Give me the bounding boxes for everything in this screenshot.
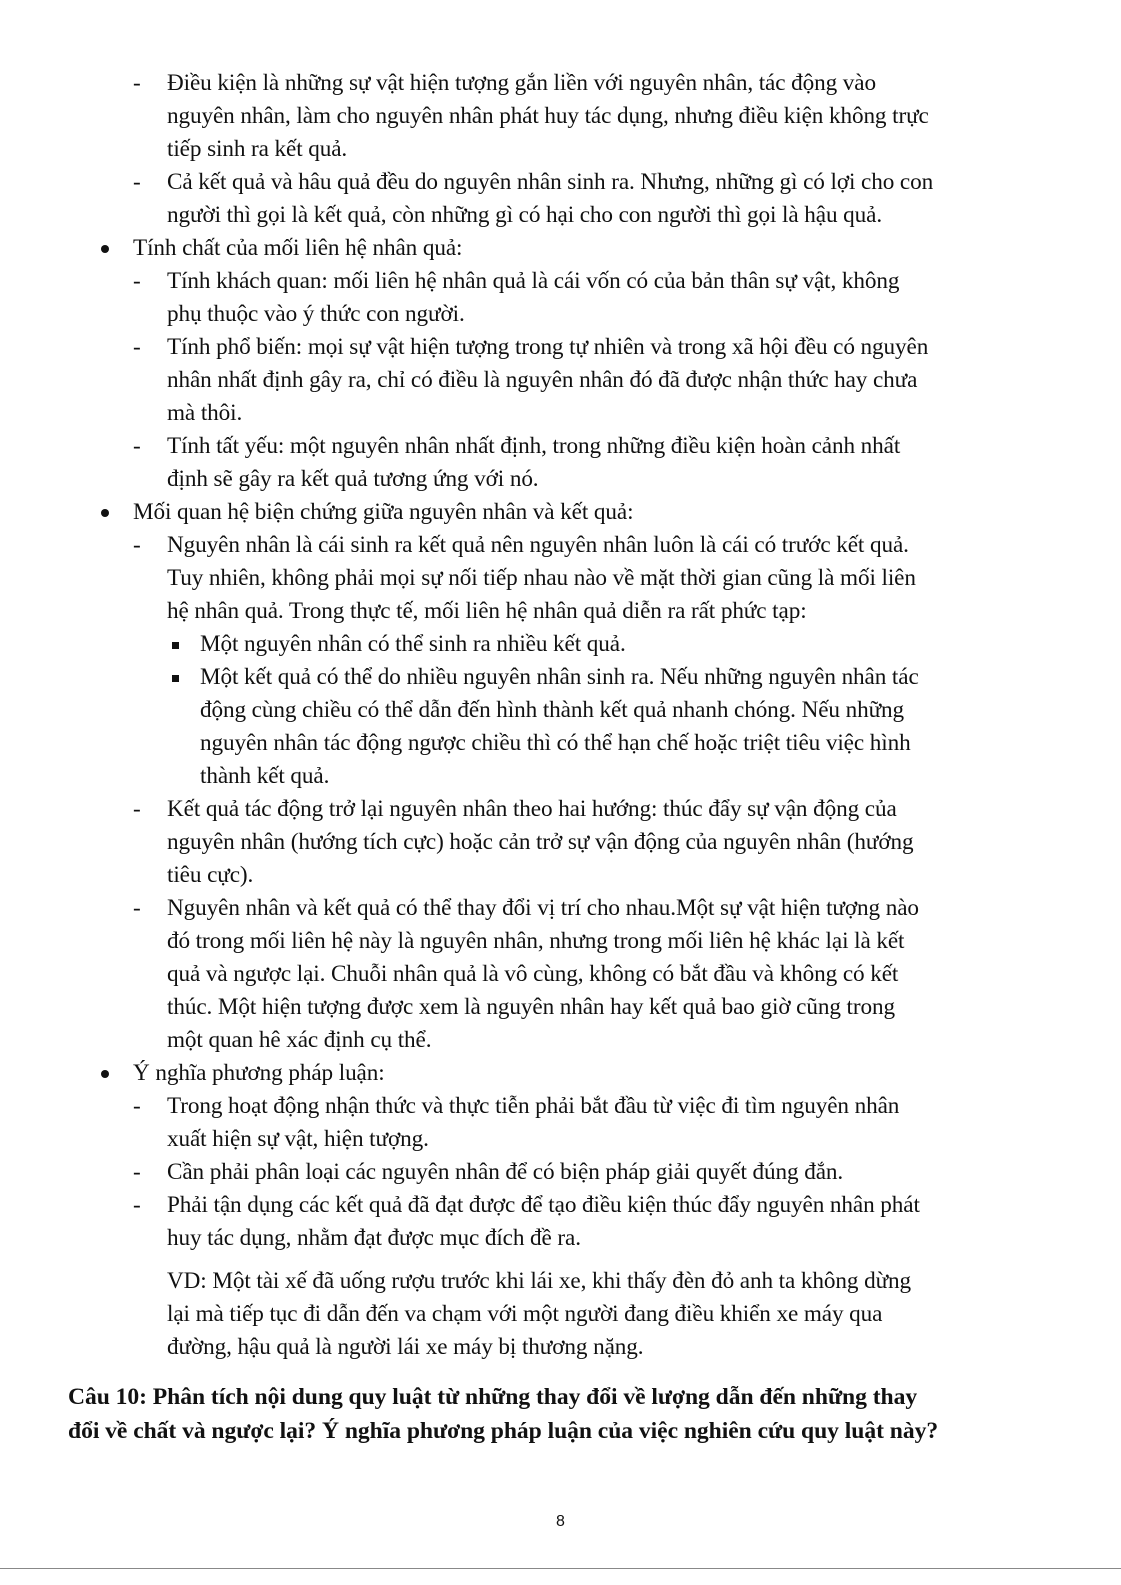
square-bullet-icon [172, 675, 179, 682]
text-line: Nguyên nhân và kết quả có thể thay đổi vị trí cho nhau.Một sự vật hiện tượng nào [167, 895, 919, 921]
text-line: hệ nhân quả. Trong thực tế, mối liên hệ nhân quả diễn ra rất phức tạp: [167, 598, 807, 624]
dash-marker: - [133, 1192, 141, 1218]
text-line: Tính khách quan: mối liên hệ nhân quả là cái vốn có của bản thân sự vật, không [167, 268, 900, 294]
text-line: Tính phổ biến: mọi sự vật hiện tượng trong tự nhiên và trong xã hội đều có nguyên [167, 334, 929, 360]
bullet-icon [101, 245, 109, 253]
dash-marker: - [133, 70, 141, 96]
text-line: Tính tất yếu: một nguyên nhân nhất định, trong những điều kiện hoàn cảnh nhất [167, 433, 901, 459]
square-bullet-icon [172, 642, 179, 649]
text-line: người thì gọi là kết quả, còn những gì có hại cho con người thì gọi là hậu quả. [167, 202, 883, 228]
dash-marker: - [133, 268, 141, 294]
text-line: định sẽ gây ra kết quả tương ứng với nó. [167, 466, 539, 492]
bullet-icon [101, 509, 109, 517]
dash-marker: - [133, 433, 141, 459]
text-line: nguyên nhân (hướng tích cực) hoặc cản trở sự vận động của nguyên nhân (hướng [167, 829, 914, 855]
text-line: xuất hiện sự vật, hiện tượng. [167, 1126, 429, 1152]
section-title-properties: Tính chất của mối liên hệ nhân quả: [133, 235, 463, 261]
text-line: Trong hoạt động nhận thức và thực tiễn phải bắt đầu từ việc đi tìm nguyên nhân [167, 1093, 900, 1119]
text-line: Tuy nhiên, không phải mọi sự nối tiếp nhau nào về mặt thời gian cũng là mối liên [167, 565, 916, 591]
text-line: Điều kiện là những sự vật hiện tượng gắn liền với nguyên nhân, tác động vào [167, 70, 876, 96]
text-line: một quan hê xác định cụ thể. [167, 1027, 432, 1053]
section-title-method: Ý nghĩa phương pháp luận: [133, 1060, 385, 1086]
text-line: Cả kết quả và hâu quả đều do nguyên nhân sinh ra. Nhưng, những gì có lợi cho con [167, 169, 934, 195]
text-line: nguyên nhân tác động ngược chiều thì có thể hạn chế hoặc triệt tiêu việc hình [200, 730, 911, 756]
bullet-icon [101, 1070, 109, 1078]
question-heading: Câu 10: Phân tích nội dung quy luật từ những thay đổi về lượng dẫn đến những thay [68, 1384, 918, 1410]
dash-marker: - [133, 1159, 141, 1185]
text-line: Cần phải phân loại các nguyên nhân để có biện pháp giải quyết đúng đắn. [167, 1159, 844, 1185]
text-line: Phải tận dụng các kết quả đã đạt được để tạo điều kiện thúc đẩy nguyên nhân phát [167, 1192, 920, 1218]
text-line: nhân nhất định gây ra, chỉ có điều là nguyên nhân đó đã được nhận thức hay chưa [167, 367, 918, 393]
text-line: thúc. Một hiện tượng được xem là nguyên nhân hay kết quả bao giờ cũng trong [167, 994, 895, 1020]
text-line: quả và ngược lại. Chuỗi nhân quả là vô cùng, không có bắt đầu và không có kết [167, 961, 899, 987]
text-line: động cùng chiều có thể dẫn đến hình thành kết quả nhanh chóng. Nếu những [200, 697, 905, 723]
text-line: tiếp sinh ra kết quả. [167, 136, 348, 162]
question-heading: đổi về chất và ngược lại? Ý nghĩa phương pháp luận của việc nghiên cứu quy luật này? [68, 1418, 939, 1444]
dash-marker: - [133, 532, 141, 558]
text-line: Nguyên nhân là cái sinh ra kết quả nên nguyên nhân luôn là cái có trước kết quả. [167, 532, 909, 558]
text-line: đó trong mối liên hệ này là nguyên nhân, nhưng trong mối liên hệ khác lại là kết [167, 928, 905, 954]
text-line: tiêu cực). [167, 862, 254, 888]
page-number: 8 [556, 1513, 565, 1530]
text-line: Một kết quả có thể do nhiều nguyên nhân sinh ra. Nếu những nguyên nhân tác [200, 664, 919, 690]
dash-marker: - [133, 895, 141, 921]
text-line: nguyên nhân, làm cho nguyên nhân phát huy tác dụng, nhưng điều kiện không trực [167, 103, 929, 129]
footer-divider [0, 1568, 1121, 1569]
text-line: thành kết quả. [200, 763, 330, 789]
dash-marker: - [133, 796, 141, 822]
dash-marker: - [133, 1093, 141, 1119]
text-line: Một nguyên nhân có thể sinh ra nhiều kết quả. [200, 631, 626, 657]
dash-marker: - [133, 334, 141, 360]
text-line: phụ thuộc vào ý thức con người. [167, 301, 465, 327]
example-line: đường, hậu quả là người lái xe máy bị thương nặng. [167, 1334, 644, 1360]
text-line: mà thôi. [167, 400, 243, 426]
example-line: VD: Một tài xế đã uống rượu trước khi lái xe, khi thấy đèn đỏ anh ta không dừng [167, 1268, 912, 1294]
section-title-dialectic: Mối quan hệ biện chứng giữa nguyên nhân và kết quả: [133, 499, 634, 525]
text-line: huy tác dụng, nhằm đạt được mục đích đề ra. [167, 1225, 581, 1251]
text-line: Kết quả tác động trở lại nguyên nhân theo hai hướng: thúc đẩy sự vận động của [167, 796, 897, 822]
example-line: lại mà tiếp tục đi dẫn đến va chạm với một người đang điều khiển xe máy qua [167, 1301, 883, 1327]
dash-marker: - [133, 169, 141, 195]
